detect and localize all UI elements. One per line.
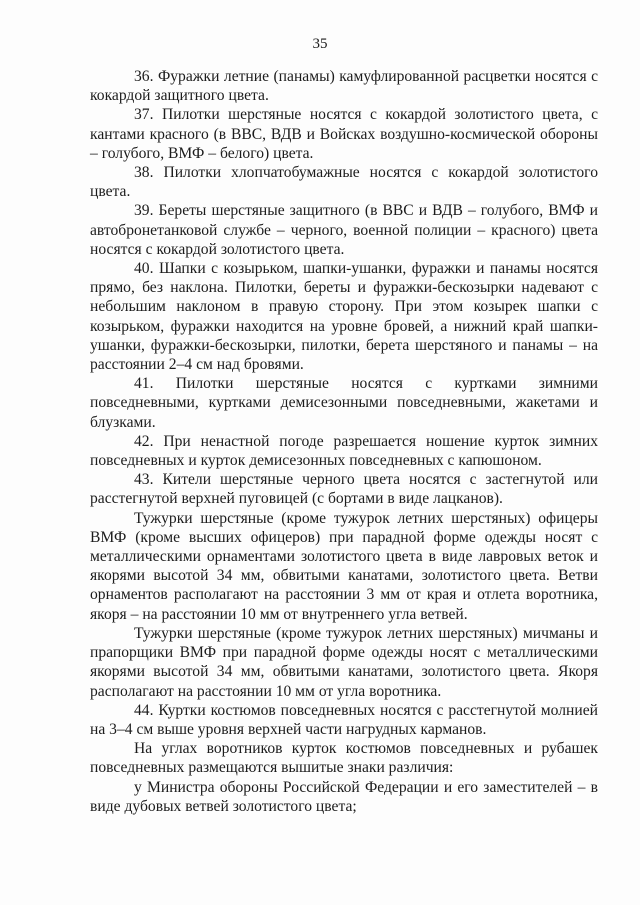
paragraph: 37. Пилотки шерстяные носятся с кокардой золотистого цвета, с кантами красного (в ВВС, ВДВ и Войсках воздушно-космической обороны – голубого, ВМФ – белого) цвета. [90, 106, 598, 162]
document-body [90, 67, 598, 816]
paragraph: 40. Шапки с козырьком, шапки-ушанки, фуражки и панамы носятся прямо, без наклона. Пилотки, береты и фуражки-бескозырки надевают с небольшим наклоном в правую сторону. При этом козырек шапки с козырьком, фуражки находится на уровне бровей, а нижний край шапки-ушанки, фуражки-бескозырки, пилотки, берета шерстяного и панамы – на расстоянии 2–4 см над бровями. [90, 260, 598, 374]
paragraph: у Министра обороны Российской Федерации и его заместителей – в виде дубовых ветвей золотистого цвета; [90, 778, 598, 815]
paragraph: 36. Фуражки летние (панамы) камуфлированной расцветки носятся с кокардой защитного цвета. [90, 68, 598, 105]
paragraph: 39. Береты шерстяные защитного (в ВВС и ВДВ – голубого, ВМФ и автобронетанковой службе – черного, военной полиции – красного) цвета носятся с кокардой золотистого цвета. [90, 202, 598, 258]
paragraph: 42. При ненастной погоде разрешается ношение курток зимних повседневных и курток демисезонных повседневных с капюшоном. [90, 432, 598, 470]
paragraph: 41. Пилотки шерстяные носятся с куртками зимними повседневными, куртками демисезонными повседневными, жакетами и блузками. [90, 375, 598, 431]
paragraph: Тужурки шерстяные (кроме тужурок летних шерстяных) офицеры ВМФ (кроме высших офицеров) при парадной форме одежды носят с металлическими орнаментами золотистого цвета в виде лавровых веток и якорями высотой 34 мм, обвитыми канатами, золотистого цвета. Ветви орнаментов располагают на расстоянии 3 мм от края и отлета воротника, якоря – на расстоянии 10 мм от внутреннего угла ветвей. [90, 509, 598, 623]
paragraph: Тужурки шерстяные (кроме тужурок летних шерстяных) мичманы и прапорщики ВМФ при парадной форме одежды носят с металлическими якорями высотой 34 мм, обвитыми канатами, золотистого цвета. Якоря располагают на расстоянии 10 мм от угла воротника. [90, 624, 598, 700]
paragraph: 38. Пилотки хлопчатобумажные носятся с кокардой золотистого цвета. [90, 164, 598, 201]
page-number: 35 [312, 36, 328, 52]
paragraph: На углах воротников курток костюмов повседневных и рубашек повседневных размещаются вышитые знаки различия: [90, 740, 598, 777]
paragraph: 44. Куртки костюмов повседневных носятся с расстегнутой молнией на 3–4 см выше уровня верхней части нагрудных карманов. [90, 701, 598, 738]
paragraph: 43. Кители шерстяные черного цвета носятся с застегнутой или расстегнутой верхней пуговицей (с бортами в виде лацканов). [90, 471, 598, 508]
